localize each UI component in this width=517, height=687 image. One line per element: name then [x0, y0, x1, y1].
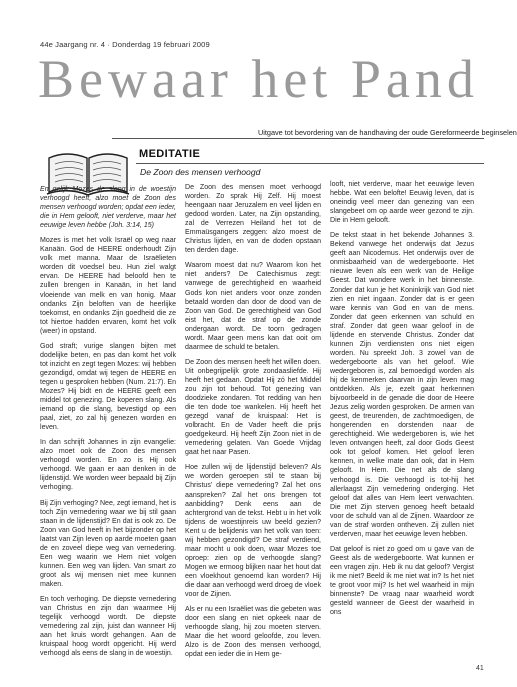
article-paragraph: En toch verhoging. De diepste vernedering van Christus en zijn dan waarmee Hij tegelijk verhoogd wordt. De diepste vernedering zal zijn, juist dan wanneer Hij aan het kruis wordt gehangen. Aan de kruispaal hoog wordt opgericht. Hij werd verhoogd als eens de slang in de woestijn. — [40, 595, 176, 658]
article-title: De Zoon des mensen verhoogd — [140, 167, 261, 177]
article-paragraph: Mozes is met het volk Israël op weg naar Kanaän. God de HEERE onderhoudt Zijn volk met manna. Maar de Israëlieten worden dit voedsel beu. Hun ziel walgt ervan. De HEERE had beloofd hen te zullen brengen in Kanaän, in het land vloeiende van melk en van honig. Maar ondanks Zijn beloften van de heerlijke toekomst, en ondanks Zijn goedheid die ze tot hiertoe hadden ervaren, komt het volk (weer) in opstand. — [40, 237, 176, 335]
section-heading: MEDITATIE — [139, 148, 201, 160]
article-paragraph: Als er nu een Israëliet was die gebeten was door een slang en niet opkeek naar de verhoogde slang, hij zou moeten sterven. Maar die het woord geloofde, zou leven. Alzo is de Zoon des mensen verhoogd, opdat een ieder die in Hem ge- — [185, 606, 321, 659]
article-paragraph: Hoe zullen wij de lijdenstijd beleven? Als we worden geroepen stil te staan bij Christus' diepe vernedering? Zal het ons aanspreken? Zal het ons brengen tot aanbidding? Denk eens aan de achtergrond van de tekst. Hebt u in het volk tijdens de woestijnreis uw beeld gezien? Kent u de belijdenis van het volk van toen: wij hebben gezondigd? De straf verdiend, maar mocht u ook doen, waar Mozes toe oproep: zien op de verhoogde slang? Mogen we ermoog blijken naar het hout dat een vloekhout genoemd kan worden? Hij die daar aan verhoogd werd droeg de vloek voor de Zijnen. — [185, 464, 321, 599]
text-column-1 — [40, 185, 176, 658]
page-number: 41 — [476, 665, 484, 672]
article-paragraph: looft, niet verderve, maar het eeuwige leven hebbe. Wat een belofte! Eeuwig leven, dat is oneindig veel meer dan genezing van een slangebeet om op aarde weer gezond te zijn. Die in Hem gelooft. — [330, 181, 474, 225]
section-rule — [136, 163, 484, 164]
article-paragraph: En gelijk Mozes de slang in de woestijn verhoogd heeft, alzo moet de Zoon des mensen verhoogd worden; opdat een ieder, die in Hem gelooft, niet verderve, maar het eeuwige leven hebbe (Joh. 3:14, 15) — [40, 186, 176, 230]
article-paragraph: Waarom moest dat nu? Waarom kon het niet anders? De Catechismus zegt: vanwege de gerechtigheid en waarheid Gods kon niet anders voor onze zonden betaald worden dan door de dood van de Zoon van God. De gerechtigheid van God eist het, dat de straf op de zonde ondergaan wordt. De toorn gedragen wordt. Maar geen mens kan dat ooit om daarmee de schuld te betalen. — [185, 262, 321, 351]
issue-line: 44e Jaargang nr. 4 · Donderdag 19 februari 2009 — [40, 40, 210, 49]
article-paragraph: In dan schrijft Johannes in zijn evangelie: alzo moet ook de Zoon des mensen verhoogd worden. En zo is Hij ook verhoogd. We gaan er aan denken in de lijdenstijd. We worden weer bepaald bij Zijn verhoging. — [40, 439, 176, 492]
article-paragraph: Dat geloof is niet zo goed om u gave van de Geest als de wedergeboorte. Wat kunnen er een vragen zijn. Heb ik nu dat geloof? Vergist ik me niet? Beeld ik me niet wat in? Is het niet te groot voor mij? Is het wel waarheid in mijn binnenste? De vraag naar waarheid wordt gesteld wanneer de Geest der waarheid in ons — [330, 545, 474, 617]
article-paragraph: De Zoon des mensen moet verhoogd worden. Zo sprak Hij Zelf. Hij moest heengaan naar Jeruzalem en veel lijden en gedood worden. Later, na Zijn opstanding, zal de Verrezen Heiland het tot de Emmaüsgangers zeggen: alzo moest de Christus lijden, en van de doden opstaan ten derden dage. — [185, 184, 321, 255]
article-paragraph: De tekst staat in het bekende Johannes 3. Bekend vanwege het onderwijs dat Jezus geeft aan Nicodemus. Het onderwijs over de onmisbaarheid van de wedergeboorte. Het nieuwe leven als een werk van de Heilige Geest. Dat wondere werk in het binnenste. Zonder dat kun je het Koninkrijk van God niet zien en niet ingaan. Zonder dat is er geen ware kennis van God en van de mens. Zonder dat geen erkennen van schuld en straf. Zonder dat geen waar geloof in de lijdende en stervende Christus. Zonder dat kunnen Zijn verdiensten ons niet eigen worden. Nu spreekt Joh. 3 zowel van de wedergeboorte als van het geloof. Wie wedergeboren is, zal bemoedigd worden als hij de kenmerken daarvan in zijn leven mag ontdekken. Als je, ezelt gaat herkennen bijvoorbeeld in de genade die door de Heere Jezus zelig worden gesproken. De armen van geest, de treurenden, de zachtmoedigen, de hongerenden en dorstenden naar de gerechtigheid. Wie wedergeboren is, wie het leven ontvangen heeft, zal door Gods Geest ook tot geloof komen. Het geloof leren kennen, in welke mate dan ook, dat in Hem gelooft. In Hem. Die net als de slang verhoogd is. Die verhoogd is tot-hij het allerlaagst Zijn vernedering onderging. Het geloof dat alles van Hem leert verwachten. Die met Zijn sterven genoeg heeft betaald voor de schuld van al de Zijnen. Waardoor ze van de straf worden ontheven. Zij zullen niet verderven, maar het eeuwige leven hebben. — [330, 232, 474, 538]
masthead-subtitle: Uitgave tot bevordering van de handhaving der oude Gereformeerde beginselen — [258, 128, 517, 137]
header-rule — [112, 138, 484, 139]
text-column-3 — [330, 180, 474, 650]
article-paragraph: Bij Zijn verhoging? Nee, zegt iemand, het is toch Zijn vernedering waar we bij stil gaan staan in de lijdenstijd? En dat is ook zo. De Zoon van God heeft in het bijzonder op het laatst van Zijn leven op aarde moeten gaan de en zoveel diepe weg van vernedering. Een weg waarin we Hem niet volgen kunnen. Een weg van lijden. Van smart zo groot als wij mensen niet mee kunnen maken. — [40, 499, 176, 588]
article-paragraph: De Zoon des mensen heeft het willen doen. Uit onbegrijpelijk grote zondaasliefde. Hij heeft het gedaan. Opdat Hij zó het Middel zou zijn tot behoud. Tot genezing van doodzieke zondaren. Tot redding van hen die ten dode toe wankelen. Hij heeft het gezegd vanaf de kruispaal: Het is volbracht. En de Vader heeft die prijs goedgekeurd. Hij heeft Zijn Zoon niet in de vernedering gelaten. Van Goede Vrijdag gaat het naar Pasen. — [185, 358, 321, 457]
article-paragraph: God straft; vurige slangen bijten met dodelijke beten, en pas dan komt het volk tot inzicht en zegt tegen Mozes: wij hebben gezondigd, omdat wij tegen de HEERE en tegen u gesproken hebben (Num. 21:7). En Mozes? Hij bidt en de HEERE geeft een middel tot genezing. De koperen slang. Als iemand op die slang, bevestigd op een paal, ziet, zo zal hij genezen worden en leven. — [40, 342, 176, 432]
text-column-2 — [185, 183, 321, 659]
masthead-title: Bewaar het Pand — [38, 49, 479, 109]
